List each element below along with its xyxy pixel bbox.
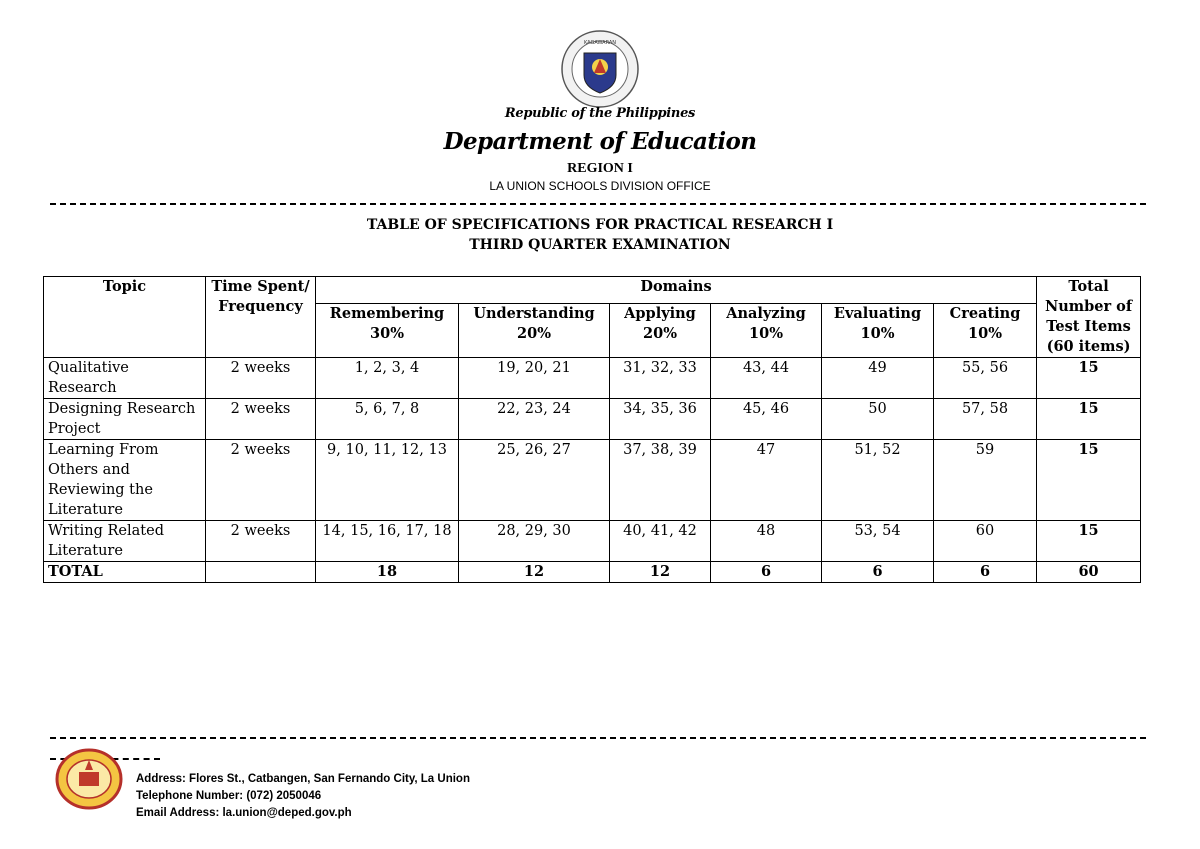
total-understanding: 12 xyxy=(459,562,610,583)
time-cell: 2 weeks xyxy=(206,521,316,562)
applying-cell: 37, 38, 39 xyxy=(610,440,711,521)
svg-text:KAGAWARAN: KAGAWARAN xyxy=(583,40,617,46)
topic-cell: Writing Related Literature xyxy=(44,521,206,562)
header-analyzing: Analyzing 10% xyxy=(711,304,822,358)
evaluating-cell: 51, 52 xyxy=(822,440,934,521)
total-cell: 15 xyxy=(1037,399,1141,440)
footer-divider xyxy=(50,737,1146,739)
header-evaluating: Evaluating 10% xyxy=(822,304,934,358)
remembering-cell: 9, 10, 11, 12, 13 xyxy=(316,440,459,521)
understanding-cell: 25, 26, 27 xyxy=(459,440,610,521)
total-analyzing: 6 xyxy=(711,562,822,583)
topic-cell: Qualitative Research xyxy=(44,358,206,399)
topic-cell: Learning From Others and Reviewing the Literature xyxy=(44,440,206,521)
table-row xyxy=(44,358,1141,399)
division-office-heading: LA UNION SCHOOLS DIVISION OFFICE xyxy=(489,179,711,193)
region-heading: REGION I xyxy=(567,161,633,176)
table-row xyxy=(44,521,1141,562)
total-creating: 6 xyxy=(934,562,1037,583)
evaluating-cell: 49 xyxy=(822,358,934,399)
header-total-items: Total Number of Test Items (60 items) xyxy=(1037,277,1141,358)
remembering-cell: 1, 2, 3, 4 xyxy=(316,358,459,399)
applying-cell: 31, 32, 33 xyxy=(610,358,711,399)
footer-address: Address: Flores St., Catbangen, San Fernando City, La Union xyxy=(136,773,470,785)
understanding-cell: 22, 23, 24 xyxy=(459,399,610,440)
total-row xyxy=(44,562,1141,583)
time-cell: 2 weeks xyxy=(206,358,316,399)
creating-cell: 55, 56 xyxy=(934,358,1037,399)
total-cell: 15 xyxy=(1037,521,1141,562)
understanding-cell: 19, 20, 21 xyxy=(459,358,610,399)
creating-cell: 57, 58 xyxy=(934,399,1037,440)
total-label: TOTAL xyxy=(44,562,206,583)
document-title: TABLE OF SPECIFICATIONS FOR PRACTICAL RESEARCH I xyxy=(366,217,834,233)
topic-cell: Designing Research Project xyxy=(44,399,206,440)
header-topic: Topic xyxy=(44,277,206,358)
table-row xyxy=(44,440,1141,521)
footer-email: Email Address: la.union@deped.gov.ph xyxy=(136,807,352,819)
evaluating-cell: 50 xyxy=(822,399,934,440)
understanding-cell: 28, 29, 30 xyxy=(459,521,610,562)
total-cell: 15 xyxy=(1037,358,1141,399)
remembering-cell: 14, 15, 16, 17, 18 xyxy=(316,521,459,562)
header-understanding: Understanding 20% xyxy=(459,304,610,358)
total-cell: 15 xyxy=(1037,440,1141,521)
header-time-spent: Time Spent/ Frequency xyxy=(206,277,316,358)
header-creating: Creating 10% xyxy=(934,304,1037,358)
applying-cell: 40, 41, 42 xyxy=(610,521,711,562)
applying-cell: 34, 35, 36 xyxy=(610,399,711,440)
total-applying: 12 xyxy=(610,562,711,583)
footer-telephone: Telephone Number: (072) 2050046 xyxy=(136,790,322,802)
la-union-division-logo xyxy=(55,748,123,810)
analyzing-cell: 48 xyxy=(711,521,822,562)
header-divider xyxy=(50,203,1146,205)
header-remembering: Remembering 30% xyxy=(316,304,459,358)
analyzing-cell: 47 xyxy=(711,440,822,521)
remembering-cell: 5, 6, 7, 8 xyxy=(316,399,459,440)
specifications-table xyxy=(43,276,1141,583)
republic-heading: Republic of the Philippines xyxy=(504,106,696,121)
department-heading: Department of Education xyxy=(443,128,757,155)
time-cell: 2 weeks xyxy=(206,399,316,440)
evaluating-cell: 53, 54 xyxy=(822,521,934,562)
total-time-cell xyxy=(206,562,316,583)
total-remembering: 18 xyxy=(316,562,459,583)
total-evaluating: 6 xyxy=(822,562,934,583)
analyzing-cell: 45, 46 xyxy=(711,399,822,440)
creating-cell: 60 xyxy=(934,521,1037,562)
grand-total: 60 xyxy=(1037,562,1141,583)
header-applying: Applying 20% xyxy=(610,304,711,358)
document-subtitle: THIRD QUARTER EXAMINATION xyxy=(469,237,731,253)
deped-seal-logo xyxy=(560,29,640,109)
creating-cell: 59 xyxy=(934,440,1037,521)
analyzing-cell: 43, 44 xyxy=(711,358,822,399)
header-domains: Domains xyxy=(316,277,1037,304)
time-cell: 2 weeks xyxy=(206,440,316,521)
table-row xyxy=(44,399,1141,440)
